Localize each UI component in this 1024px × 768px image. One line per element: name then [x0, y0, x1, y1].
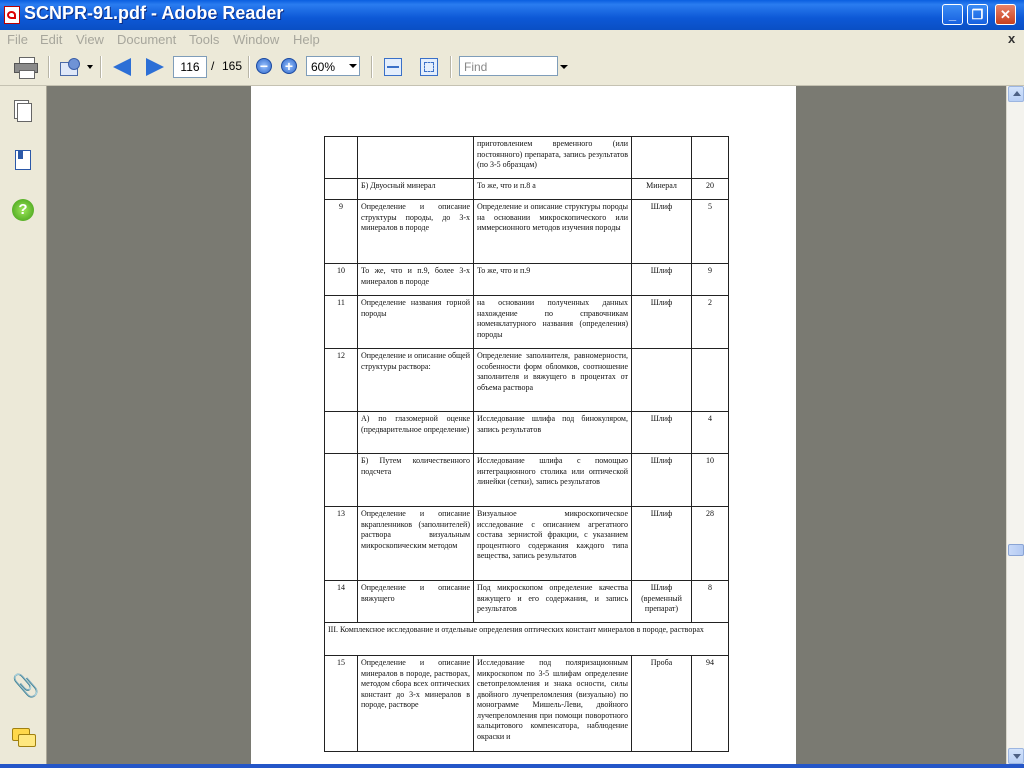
cell-method: Исследование под поляризационным микроскопом по 3-5 шлифам определение светопреломления и знака осности, силы двойного лучепреломления (визуально) по монограмме Мишель-Леви, двойного лучепреломления при помощи поворотного кальцитового компенсатора, наблюдение окраски и — [474, 656, 632, 752]
fit-page-icon[interactable] — [420, 58, 438, 76]
menu-view[interactable]: View — [76, 32, 104, 47]
cell-object: Шлиф (временный препарат) — [632, 581, 692, 623]
table-row — [325, 296, 729, 349]
cell-value: 2 — [692, 296, 729, 349]
toolbar-separator — [371, 56, 373, 78]
table-row — [325, 179, 729, 200]
cell-object: Шлиф — [632, 412, 692, 454]
cell-name — [358, 137, 474, 179]
chevron-down-icon — [349, 64, 357, 68]
cell-method: Определение и описание структуры породы на основании микроскопического или иммерсионного методов изучения породы — [474, 200, 632, 264]
cell-number: 10 — [325, 264, 358, 296]
toolbar-separator — [48, 56, 50, 78]
cell-value — [692, 349, 729, 412]
toolbar-separator — [100, 56, 102, 78]
find-input[interactable]: Find — [459, 56, 558, 76]
cell-method: То же, что и п.8 а — [474, 179, 632, 200]
table-row — [325, 200, 729, 264]
menu-file[interactable]: File — [7, 32, 28, 47]
menu-bar — [0, 30, 1024, 49]
cell-method: Под микроскопом определение качества вяжущего и его содержания, и запись результатов — [474, 581, 632, 623]
minimize-button[interactable]: _ — [942, 4, 963, 25]
page-total: 165 — [222, 59, 243, 73]
cell-number — [325, 137, 358, 179]
table-row — [325, 412, 729, 454]
document-viewport[interactable] — [47, 86, 1005, 764]
attachments-icon[interactable]: 📎 — [12, 673, 40, 698]
previous-page-icon[interactable] — [113, 58, 131, 76]
cell-object — [632, 137, 692, 179]
email-dropdown-icon[interactable] — [87, 65, 93, 69]
section-heading: III. Комплексное исследование и отдельные определения оптических констант минералов в породе, растворах — [325, 623, 729, 656]
table-row — [325, 137, 729, 179]
cell-value — [692, 137, 729, 179]
cell-name: Определение названия горной породы — [358, 296, 474, 349]
cell-name: То же, что и п.9, более 3-х минералов в породе — [358, 264, 474, 296]
page-separator: / — [211, 59, 215, 73]
find-dropdown-icon[interactable] — [560, 65, 568, 69]
cell-object: Шлиф — [632, 296, 692, 349]
cell-name: Определение и описание вкрапленников (заполнителей) раствора визуальным микроскопическим методом — [358, 507, 474, 581]
zoom-level-select[interactable] — [306, 56, 360, 76]
cell-name: Определение и описание минералов в породе, растворах, методом сбора всех оптических констант до 3-х минералов в породе, растворе — [358, 656, 474, 752]
scroll-thumb[interactable] — [1008, 544, 1024, 556]
maximize-button[interactable]: ❐ — [967, 4, 988, 25]
cell-method: Визуальное микроскопическое исследование с описанием агрегатного состава зернистой фракции, с указанием процентного содержания каждого типа вещества, запись результатов — [474, 507, 632, 581]
cell-value: 9 — [692, 264, 729, 296]
zoom-in-icon[interactable]: + — [281, 58, 297, 74]
comments-icon[interactable] — [12, 726, 34, 748]
cell-value: 94 — [692, 656, 729, 752]
pdf-app-icon — [4, 6, 20, 24]
cell-object: Шлиф — [632, 200, 692, 264]
cell-number: 12 — [325, 349, 358, 412]
table-row — [325, 454, 729, 507]
cell-object — [632, 349, 692, 412]
table-row — [325, 623, 729, 656]
table-row — [325, 349, 729, 412]
cell-object: Шлиф — [632, 454, 692, 507]
title-bar — [0, 0, 1024, 30]
cell-name: Определение и описание вяжущего — [358, 581, 474, 623]
scroll-down-icon[interactable] — [1008, 748, 1024, 764]
table-row — [325, 656, 729, 752]
help-icon[interactable]: ? — [12, 199, 34, 221]
menu-help[interactable]: Help — [293, 32, 320, 47]
menu-document[interactable]: Document — [117, 32, 177, 47]
scroll-up-icon[interactable] — [1008, 86, 1024, 102]
cell-value: 28 — [692, 507, 729, 581]
bookmarks-icon[interactable] — [12, 150, 34, 172]
pdf-page — [251, 86, 796, 764]
navigation-pane — [0, 86, 47, 764]
table-row — [325, 507, 729, 581]
cell-value: 4 — [692, 412, 729, 454]
window-title: SCNPR-91.pdf - Adobe Reader — [24, 3, 284, 23]
vertical-scrollbar[interactable] — [1006, 86, 1024, 764]
toolbar — [0, 49, 1024, 86]
cell-name: Б) Путем количественного подсчета — [358, 454, 474, 507]
close-button[interactable]: ✕ — [995, 4, 1016, 25]
cell-object: Минерал — [632, 179, 692, 200]
cell-method: на основании полученных данных нахождение по справочникам номенклатурного названия (определения) породы — [474, 296, 632, 349]
cell-number: 15 — [325, 656, 358, 752]
toolbar-separator — [248, 56, 250, 78]
next-page-icon[interactable] — [146, 58, 164, 76]
cell-number: 13 — [325, 507, 358, 581]
cell-object: Проба — [632, 656, 692, 752]
cell-method: То же, что и п.9 — [474, 264, 632, 296]
print-icon[interactable] — [14, 57, 38, 77]
cell-object: Шлиф — [632, 507, 692, 581]
cell-value: 8 — [692, 581, 729, 623]
cell-name: Определение и описание структуры породы, до 3-х минералов в породе — [358, 200, 474, 264]
table-row — [325, 264, 729, 296]
cell-name: А) по глазомерной оценке (предварительное определение) — [358, 412, 474, 454]
cell-number: 11 — [325, 296, 358, 349]
menu-window[interactable]: Window — [233, 32, 280, 47]
menu-tools[interactable]: Tools — [189, 32, 220, 47]
document-table — [324, 136, 729, 752]
zoom-level-value: 60% — [311, 60, 336, 74]
cell-value: 5 — [692, 200, 729, 264]
table-row — [325, 581, 729, 623]
cell-method: Исследование шлифа с помощью интеграционного столика или оптической линейки (сетки), запись результатов — [474, 454, 632, 507]
cell-value: 10 — [692, 454, 729, 507]
fit-width-icon[interactable] — [384, 58, 402, 76]
cell-number — [325, 412, 358, 454]
cell-method: Исследование шлифа под бинокуляром, запись результатов — [474, 412, 632, 454]
cell-method: приготовлением временного (или постоянного) препарата, запись результатов (по 3-5 образцам) — [474, 137, 632, 179]
status-strip — [0, 764, 1024, 768]
menu-edit[interactable]: Edit — [40, 32, 63, 47]
cell-number — [325, 454, 358, 507]
toolbar-separator — [450, 56, 452, 78]
cell-number — [325, 179, 358, 200]
cell-name: Определение и описание общей структуры раствора: — [358, 349, 474, 412]
cell-number: 9 — [325, 200, 358, 264]
zoom-out-icon[interactable]: − — [256, 58, 272, 74]
page-number-input[interactable]: 116 — [173, 56, 207, 78]
cell-object: Шлиф — [632, 264, 692, 296]
email-icon[interactable] — [60, 58, 82, 76]
document-close-icon[interactable]: x — [1008, 31, 1016, 46]
cell-method: Определение заполнителя, равномерности, особенности форм обломков, соотношение заполнителя и вяжущего в процентах от объема раствора — [474, 349, 632, 412]
cell-value: 20 — [692, 179, 729, 200]
cell-number: 14 — [325, 581, 358, 623]
pages-icon[interactable] — [12, 100, 34, 122]
cell-name: Б) Двуосный минерал — [358, 179, 474, 200]
